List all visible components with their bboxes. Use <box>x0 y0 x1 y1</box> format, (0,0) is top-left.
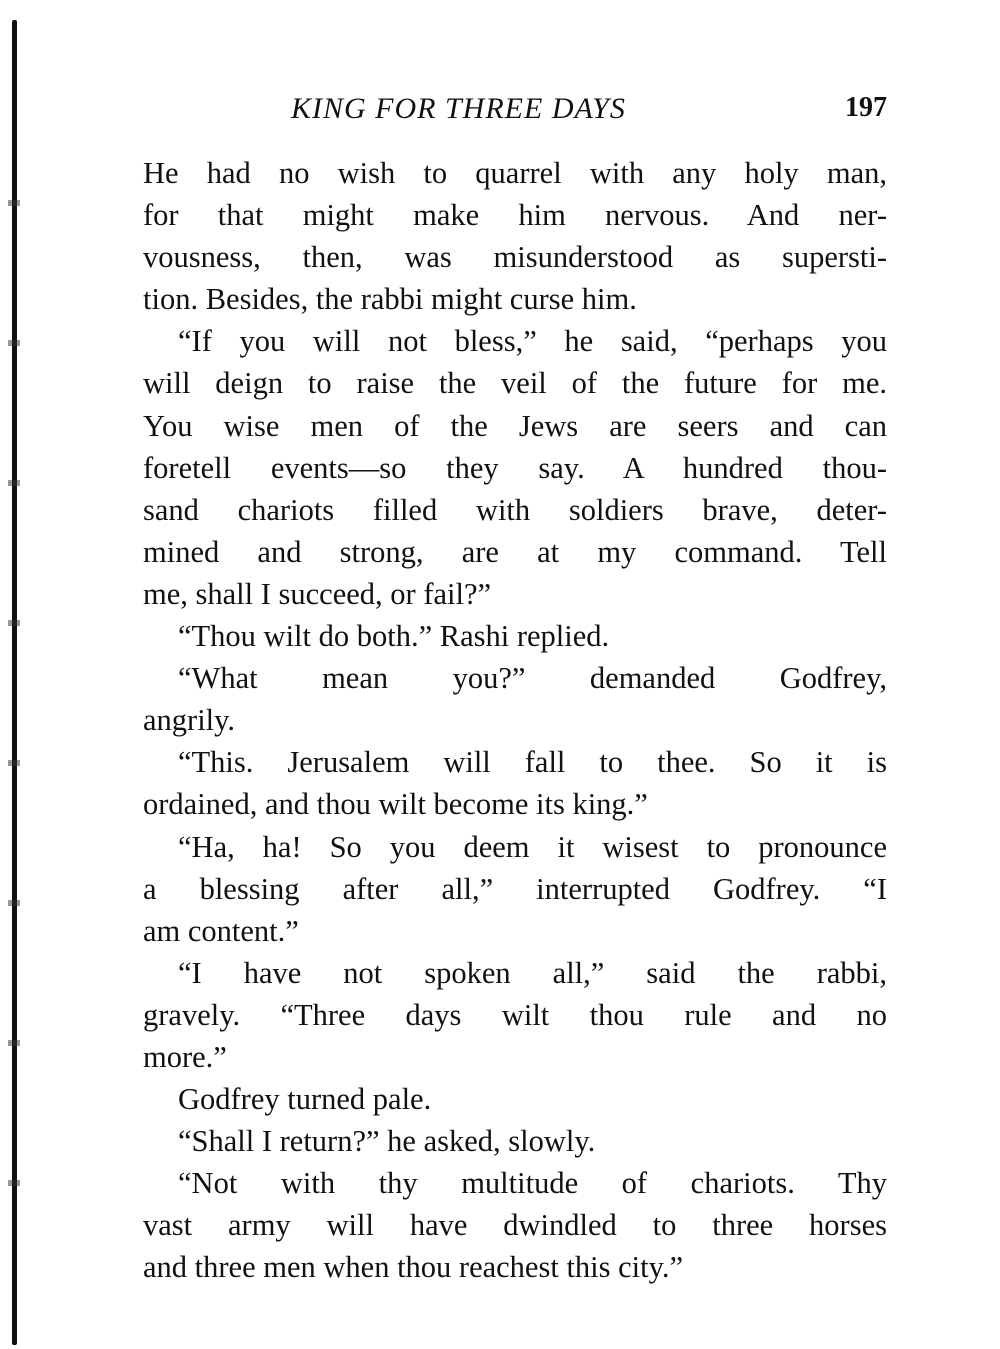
text-line: “This. Jerusalem will fall to thee. So it is <box>178 745 887 780</box>
text-line: “Shall I return?” he asked, slowly. <box>178 1124 596 1159</box>
text-line: “Thou wilt do both.” Rashi replied. <box>178 619 610 654</box>
paragraph <box>143 1120 887 1162</box>
text-line: and three men when thou reachest this city.” <box>143 1250 684 1285</box>
text-line: will deign to raise the veil of the future for me. <box>143 366 887 401</box>
text-line: vousness, then, was misunderstood as supersti- <box>143 240 887 275</box>
text-line: am content.” <box>143 913 299 948</box>
text-line: mined and strong, are at my command. Tell <box>143 534 887 569</box>
page-number: 197 <box>845 92 887 123</box>
paragraph <box>143 152 887 320</box>
text-line: He had no wish to quarrel with any holy man, <box>143 156 887 190</box>
paragraph <box>143 1162 887 1288</box>
text-line: “I have not spoken all,” said the rabbi, <box>178 955 887 990</box>
text-line: ordained, and thou wilt become its king.” <box>143 787 648 822</box>
paragraph <box>143 657 887 741</box>
running-title: KING FOR THREE DAYS <box>291 92 626 125</box>
running-head <box>143 88 887 136</box>
text-line: “What mean you?” demanded Godfrey, <box>178 661 887 696</box>
text-line: more.” <box>143 1039 227 1074</box>
text-line: You wise men of the Jews are seers and can <box>143 408 887 443</box>
text-line: foretell events—so they say. A hundred thou- <box>143 450 887 485</box>
text-line: Godfrey turned pale. <box>178 1082 432 1117</box>
book-page <box>143 88 887 1289</box>
text-line: “Ha, ha! So you deem it wisest to pronounce <box>178 829 887 864</box>
paragraph <box>143 1078 887 1120</box>
text-line: for that might make him nervous. And ner- <box>143 198 887 233</box>
text-line: me, shall I succeed, or fail?” <box>143 576 492 611</box>
text-line: “If you will not bless,” he said, “perhaps you <box>178 324 887 359</box>
paragraph <box>143 952 887 1078</box>
book-binding-edge <box>12 20 17 1345</box>
text-line: gravely. “Three days wilt thou rule and no <box>143 997 887 1032</box>
text-line: sand chariots filled with soldiers brave, deter- <box>143 492 887 527</box>
paragraph <box>143 320 887 615</box>
paragraph <box>143 741 887 825</box>
paragraph <box>143 615 887 657</box>
paragraph <box>143 826 887 952</box>
text-line: vast army will have dwindled to three horses <box>143 1208 887 1243</box>
text-line: “Not with thy multitude of chariots. Thy <box>178 1166 887 1201</box>
text-line: angrily. <box>143 703 236 738</box>
text-line: a blessing after all,” interrupted Godfrey. “I <box>143 871 887 906</box>
body-text <box>143 152 887 1289</box>
text-line: tion. Besides, the rabbi might curse him. <box>143 282 637 317</box>
